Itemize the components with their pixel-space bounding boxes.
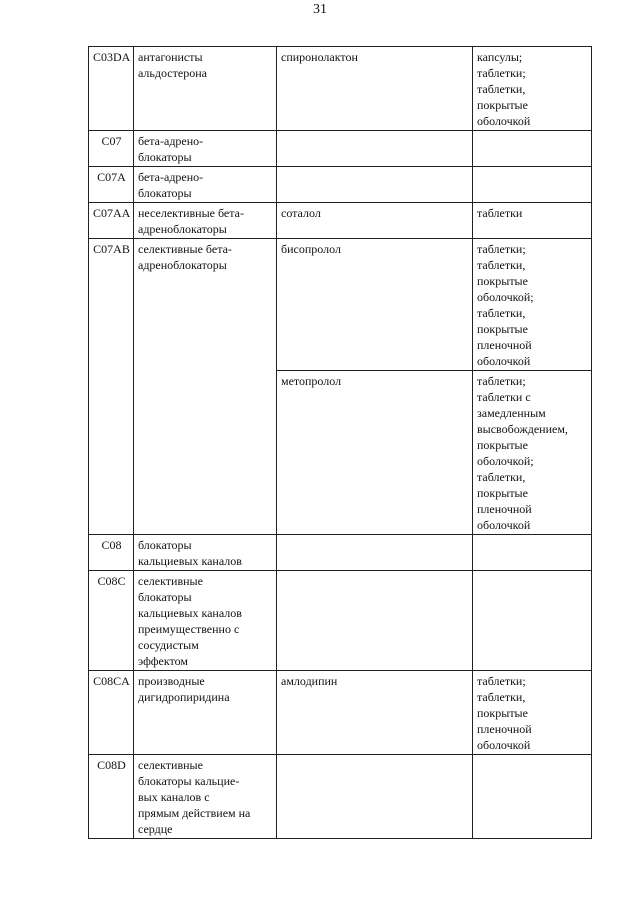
table-row <box>89 47 592 131</box>
medicinal-substance-cell <box>277 167 473 203</box>
atc-code-cell: C07AB <box>89 239 134 535</box>
table-row <box>89 671 592 755</box>
dosage-form-cell <box>473 535 592 571</box>
medicinal-substance-cell <box>277 571 473 671</box>
anatomical-therapeutic-group-cell: бета-адрено- блокаторы <box>134 131 277 167</box>
anatomical-therapeutic-group-cell: блокаторы кальциевых каналов <box>134 535 277 571</box>
dosage-form-cell <box>473 167 592 203</box>
medicinal-substance-cell: амлодипин <box>277 671 473 755</box>
table-row <box>89 239 592 371</box>
atc-code-cell: C07 <box>89 131 134 167</box>
atc-code-cell: C08C <box>89 571 134 671</box>
medicinal-substance-cell <box>277 535 473 571</box>
medicinal-substance-cell: спиронолактон <box>277 47 473 131</box>
table-row <box>89 571 592 671</box>
atc-code-cell: C08CA <box>89 671 134 755</box>
dosage-form-cell: капсулы; таблетки; таблетки, покрытые оболочкой <box>473 47 592 131</box>
anatomical-therapeutic-group-cell: антагонисты альдостерона <box>134 47 277 131</box>
medicinal-substance-cell <box>277 755 473 839</box>
anatomical-therapeutic-group-cell: селективные бета- адреноблокаторы <box>134 239 277 535</box>
atc-code-cell: C08 <box>89 535 134 571</box>
page-number: 31 <box>313 2 327 17</box>
table-row <box>89 203 592 239</box>
atc-code-cell: C07AA <box>89 203 134 239</box>
dosage-form-cell <box>473 131 592 167</box>
dosage-form-cell: таблетки; таблетки, покрытые оболочкой; таблетки, покрытые пленочной оболочкой <box>473 239 592 371</box>
dosage-form-cell: таблетки <box>473 203 592 239</box>
table-row <box>89 535 592 571</box>
atc-drug-table <box>88 46 592 839</box>
anatomical-therapeutic-group-cell: бета-адрено- блокаторы <box>134 167 277 203</box>
atc-code-cell: C03DA <box>89 47 134 131</box>
medicinal-substance-cell <box>277 131 473 167</box>
anatomical-therapeutic-group-cell: неселективные бета- адреноблокаторы <box>134 203 277 239</box>
table-row <box>89 131 592 167</box>
atc-code-cell: C07A <box>89 167 134 203</box>
dosage-form-cell <box>473 755 592 839</box>
atc-code-cell: C08D <box>89 755 134 839</box>
anatomical-therapeutic-group-cell: селективные блокаторы кальцие- вых каналов с прямым действием на сердце <box>134 755 277 839</box>
table-row <box>89 755 592 839</box>
medicinal-substance-cell: бисопролол <box>277 239 473 371</box>
dosage-form-cell: таблетки; таблетки, покрытые пленочной оболочкой <box>473 671 592 755</box>
anatomical-therapeutic-group-cell: селективные блокаторы кальциевых каналов преимущественно с сосудистым эффектом <box>134 571 277 671</box>
table-row <box>89 167 592 203</box>
anatomical-therapeutic-group-cell: производные дигидропиридина <box>134 671 277 755</box>
dosage-form-cell: таблетки; таблетки с замедленным высвобождением, покрытые оболочкой; таблетки, покрытые пленочной оболочкой <box>473 371 592 535</box>
dosage-form-cell <box>473 571 592 671</box>
medicinal-substance-cell: соталол <box>277 203 473 239</box>
medicinal-substance-cell: метопролол <box>277 371 473 535</box>
